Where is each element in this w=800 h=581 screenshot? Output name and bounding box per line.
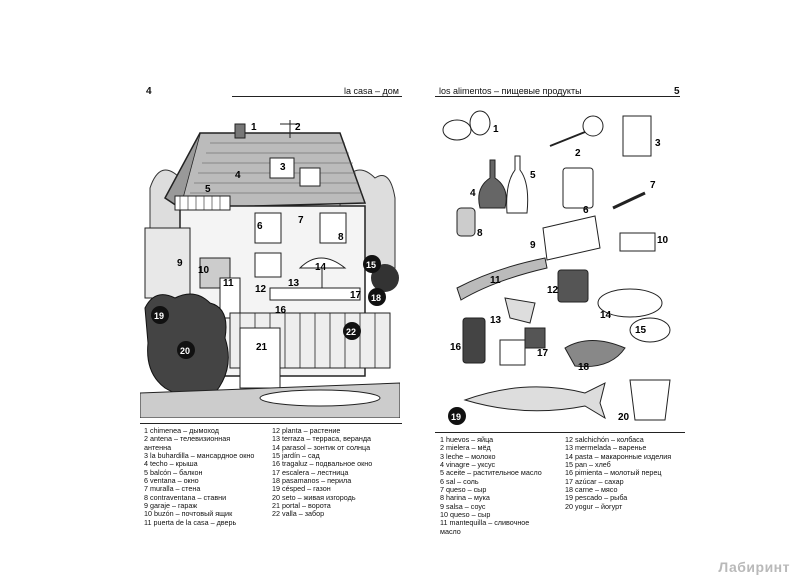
vocab-entry: 20 yogur – йогурт: [565, 502, 623, 511]
page-header: la casa – дом: [344, 86, 399, 96]
header-rule: [435, 96, 680, 97]
vocab-entry: 15 pan – хлеб: [565, 461, 611, 470]
vocab-entry: 2 antena – телевизионная: [144, 435, 231, 444]
vocab-entry: 8 harina – мука: [440, 494, 490, 503]
vocab-entry: 13 terraza – терраса, веранда: [272, 435, 372, 444]
vocab-entry: 6 ventana – окно: [144, 477, 199, 486]
callout-16: 16: [450, 342, 462, 353]
vocab-entry: 14 pasta – макаронные изделия: [565, 452, 672, 461]
vocab-entry: 18 carne – мясо: [565, 486, 618, 495]
food-illustration: [435, 108, 685, 428]
vocab-entry: 3 leche – молоко: [440, 452, 496, 461]
badge-18: 18: [371, 293, 382, 303]
badge-labels: [448, 407, 466, 425]
vocab-entry: 16 pimienta – молотый перец: [565, 469, 662, 478]
callout-10: 10: [198, 265, 210, 276]
callout-11: 11: [223, 278, 234, 289]
callout-3: 3: [280, 162, 286, 173]
vocab-entry: 19 pescado – рыба: [565, 494, 628, 503]
callout-1: 1: [251, 122, 257, 133]
callout-10: 10: [657, 235, 669, 246]
callout-20: 20: [618, 412, 630, 423]
callout-7: 7: [298, 215, 304, 226]
vocab-entry: 12 planta – растение: [272, 427, 341, 435]
vocab-entry: 21 portal – ворота: [272, 502, 331, 511]
callout-4: 4: [235, 170, 241, 181]
callout-11: 11: [490, 275, 501, 286]
vocab-rule: [140, 423, 402, 424]
callout-13: 13: [490, 315, 502, 326]
house-illustration: [140, 118, 400, 418]
vocab-entry: 22 valla – забор: [272, 510, 325, 519]
page-number: 4: [146, 86, 152, 97]
vocab-column-1: [144, 427, 269, 527]
vocab-entry: 7 muralla – стена: [144, 485, 201, 494]
vocab-entry: 3 la buhardilla – мансардное окно: [144, 452, 255, 461]
vocab-entry: 1 chimenea – дымоход: [144, 427, 219, 435]
callout-8: 8: [338, 232, 344, 243]
badge-22: 22: [346, 327, 357, 337]
vocab-entry: антенна: [144, 443, 172, 452]
right-page: [410, 0, 800, 581]
vocab-entry: 12 salchichón – колбаса: [565, 436, 644, 444]
vocab-entry: 9 garaje – гараж: [144, 502, 198, 511]
callout-18: 18: [578, 362, 590, 373]
vocab-entry: 15 jardín – сад: [272, 452, 320, 461]
vocab-column-2: [565, 436, 687, 511]
vocab-entry: 11 puerta de la casa – дверь: [144, 518, 237, 527]
callout-14: 14: [315, 262, 327, 273]
callout-17: 17: [537, 348, 549, 359]
vocab-entry: 20 seto – живая изгородь: [272, 493, 356, 502]
badge-19: 19: [451, 412, 462, 422]
vocab-entry: 17 escalera – лестница: [272, 468, 349, 477]
callout-5: 5: [530, 170, 536, 181]
vocab-entry: 18 pasamanos – перила: [272, 477, 352, 486]
badge-15: 15: [366, 260, 377, 270]
callout-1: 1: [493, 124, 499, 135]
vocab-rule: [435, 432, 685, 433]
vocab-entry: 10 queso – сыр: [440, 511, 491, 520]
page-number: 5: [674, 86, 680, 97]
badge-19: 19: [154, 311, 165, 321]
callout-4: 4: [470, 188, 476, 199]
vocab-entry: 7 queso – сыр: [440, 486, 487, 495]
callout-6: 6: [257, 221, 263, 232]
page-header: los alimentos – пищевые продукты: [439, 86, 582, 96]
vocab-entry: 14 parasol – зонтик от солнца: [272, 443, 371, 452]
vocab-entry: 19 césped – газон: [272, 485, 331, 494]
callout-2: 2: [295, 122, 301, 133]
watermark: Лабиринт: [718, 559, 790, 575]
callout-6: 6: [583, 205, 589, 216]
vocab-entry: 17 azúcar – сахар: [565, 477, 624, 486]
vocab-entry: 9 salsa – соус: [440, 502, 486, 511]
vocab-entry: 11 mantequilla – сливочное: [440, 519, 530, 528]
vocab-entry: 5 balcón – балкон: [144, 468, 203, 477]
vocab-entry: 13 mermelada – варенье: [565, 444, 647, 453]
callout-9: 9: [177, 258, 183, 269]
callout-9: 9: [530, 240, 536, 251]
callout-13: 13: [288, 278, 300, 289]
vocab-entry: 8 contraventana – ставни: [144, 493, 227, 502]
vocab-column-1: [440, 436, 560, 536]
callout-8: 8: [477, 228, 483, 239]
header-rule: [232, 96, 402, 97]
vocab-entry: 4 techo – крыша: [144, 460, 198, 469]
callout-21: 21: [256, 342, 268, 353]
callout-15: 15: [635, 325, 647, 336]
vocab-entry: 16 tragaluz – подвальное окно: [272, 460, 373, 469]
vocab-entry: 2 mielera – мёд: [440, 444, 491, 453]
vocab-entry: 6 sal – соль: [440, 477, 479, 486]
callout-2: 2: [575, 148, 581, 159]
vocab-column-2: [272, 427, 402, 519]
callout-17: 17: [350, 290, 362, 301]
callout-5: 5: [205, 184, 211, 195]
vocab-entry: 4 vinagre – уксус: [440, 461, 496, 470]
badge-20: 20: [180, 346, 191, 356]
callout-14: 14: [600, 310, 612, 321]
callout-16: 16: [275, 305, 287, 316]
vocab-entry: 5 aceite – растительное масло: [440, 469, 542, 478]
vocab-entry: 1 huevos – яйца: [440, 436, 494, 444]
vocab-entry: 10 buzón – почтовый ящик: [144, 510, 233, 519]
vocab-entry: масло: [440, 527, 461, 536]
callout-12: 12: [547, 285, 559, 296]
callout-12: 12: [255, 284, 267, 295]
callout-7: 7: [650, 180, 656, 191]
callout-3: 3: [655, 138, 661, 149]
